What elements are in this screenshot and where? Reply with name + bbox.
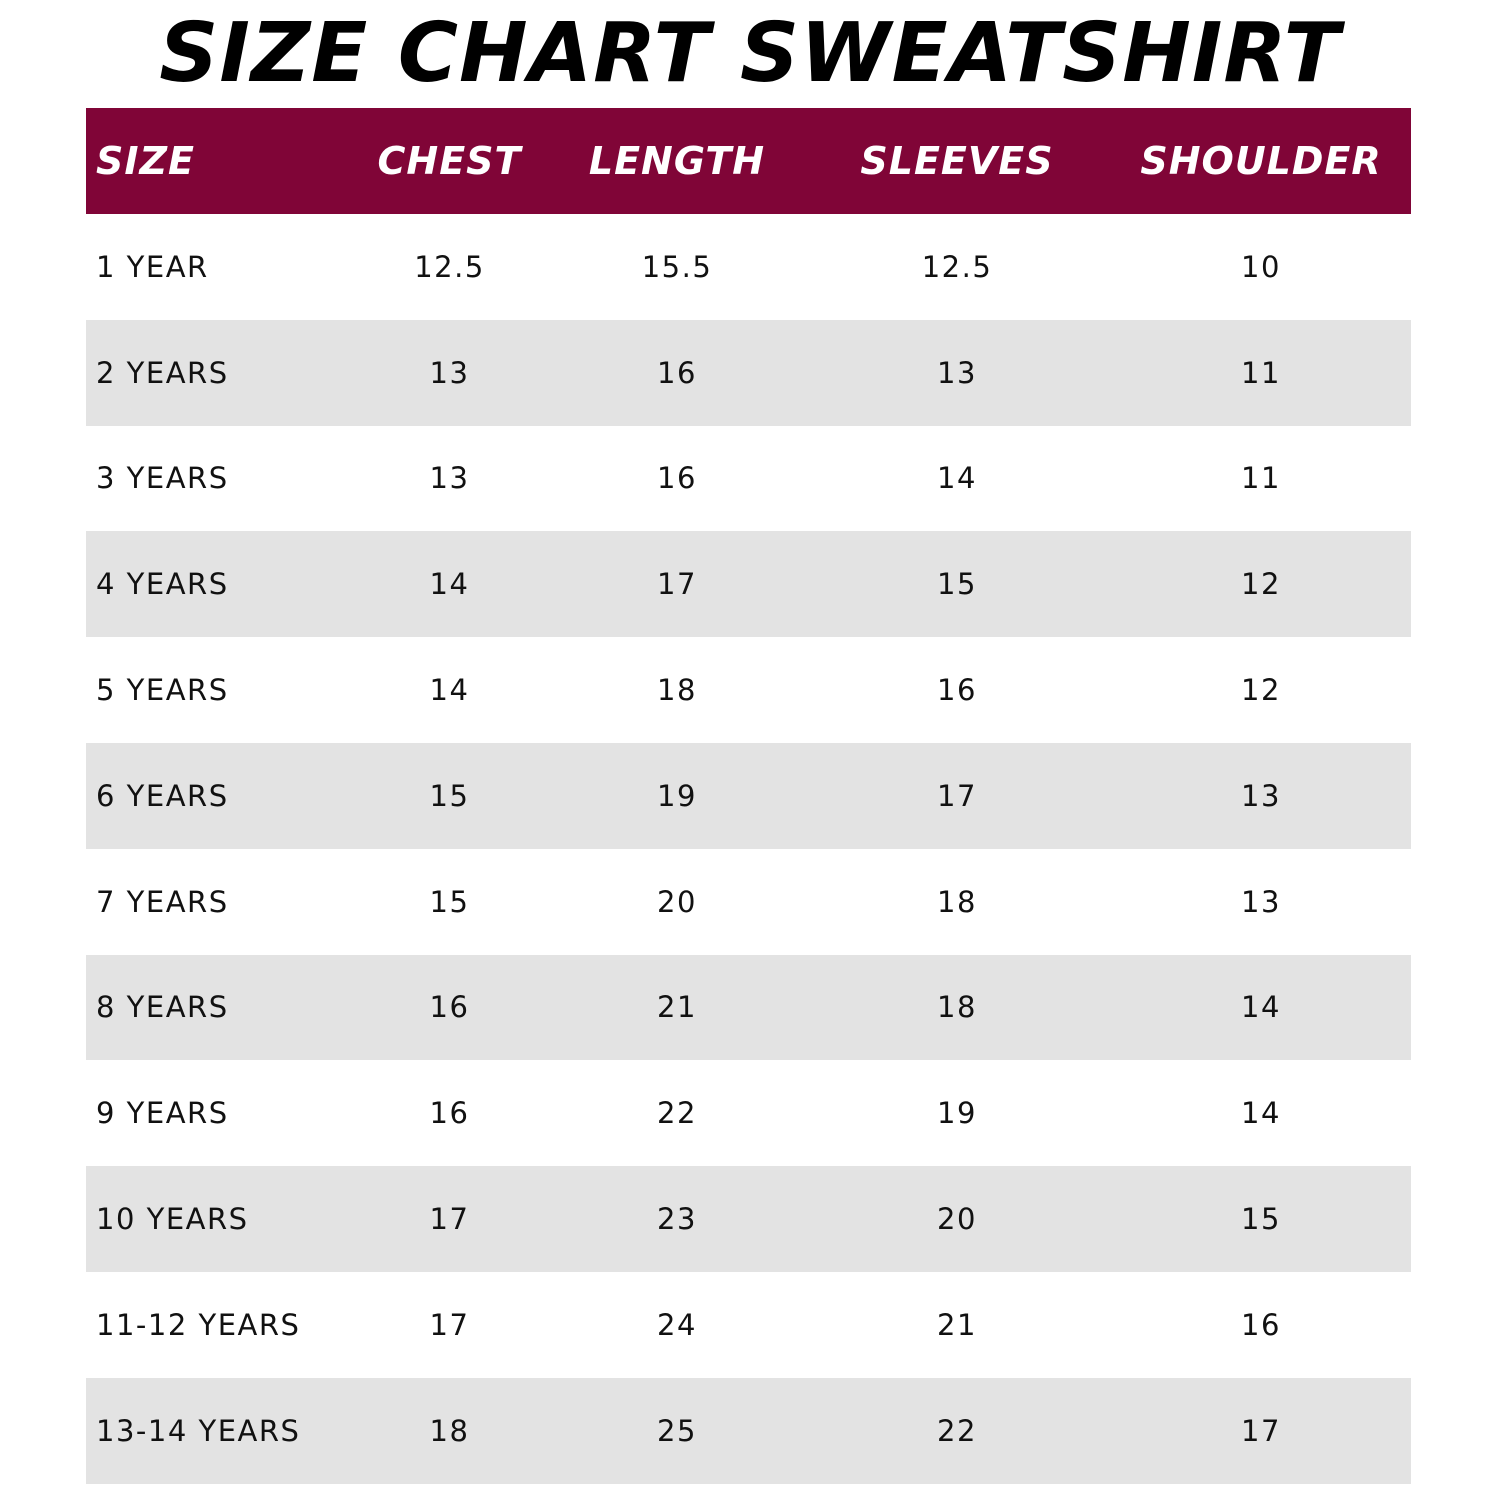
table-row	[86, 955, 1411, 1061]
cell-size: 4 YEARS	[96, 567, 229, 602]
table-row	[86, 1166, 1411, 1272]
header-chest: CHEST	[377, 139, 522, 183]
cell-length: 21	[657, 990, 697, 1025]
cell-length: 19	[657, 778, 697, 813]
cell-shoulder: 17	[1241, 1413, 1281, 1448]
table-header	[86, 108, 1411, 214]
cell-size: 13-14 YEARS	[96, 1413, 301, 1448]
cell-chest: 14	[429, 673, 470, 708]
header-length: LENGTH	[588, 139, 766, 183]
cell-chest: 13	[429, 461, 470, 496]
cell-sleeves: 13	[937, 355, 977, 390]
cell-size: 3 YEARS	[96, 461, 229, 496]
cell-chest: 12.5	[414, 249, 485, 284]
cell-chest: 17	[429, 1307, 470, 1342]
cell-size: 2 YEARS	[96, 355, 229, 390]
size-table	[86, 108, 1411, 1484]
cell-chest: 17	[429, 1202, 470, 1237]
cell-shoulder: 12	[1241, 673, 1281, 708]
cell-shoulder: 15	[1241, 1202, 1281, 1237]
cell-sleeves: 22	[937, 1413, 977, 1448]
cell-sleeves: 20	[937, 1202, 977, 1237]
cell-size: 9 YEARS	[96, 1096, 229, 1131]
table-row	[86, 849, 1411, 955]
cell-sleeves: 16	[937, 673, 977, 708]
cell-chest: 18	[429, 1413, 470, 1448]
table-row	[86, 1378, 1411, 1484]
cell-chest: 13	[429, 355, 470, 390]
cell-sleeves: 18	[937, 990, 977, 1025]
header-shoulder: SHOULDER	[1140, 139, 1382, 183]
cell-size: 5 YEARS	[96, 673, 229, 708]
cell-size: 8 YEARS	[96, 990, 229, 1025]
table-row	[86, 1272, 1411, 1378]
cell-sleeves: 17	[937, 778, 977, 813]
cell-sleeves: 19	[937, 1096, 977, 1131]
cell-length: 24	[657, 1307, 697, 1342]
cell-size: 1 YEAR	[96, 249, 209, 284]
cell-length: 18	[657, 673, 697, 708]
table-row	[86, 214, 1411, 320]
cell-chest: 15	[429, 778, 470, 813]
cell-sleeves: 18	[937, 884, 977, 919]
cell-sleeves: 21	[937, 1307, 977, 1342]
cell-size: 10 YEARS	[96, 1202, 249, 1237]
table-body	[86, 214, 1411, 1484]
cell-sleeves: 12.5	[921, 249, 993, 284]
header-size: SIZE	[96, 139, 196, 183]
cell-shoulder: 14	[1241, 1096, 1281, 1131]
table-row	[86, 531, 1411, 637]
cell-length: 16	[657, 461, 697, 496]
table-row	[86, 426, 1411, 532]
cell-shoulder: 11	[1241, 461, 1281, 496]
cell-chest: 16	[429, 990, 470, 1025]
page-title: SIZE CHART SWEATSHIRT	[159, 6, 1341, 101]
cell-chest: 16	[429, 1096, 470, 1131]
cell-shoulder: 11	[1241, 355, 1281, 390]
cell-length: 20	[657, 884, 697, 919]
cell-shoulder: 13	[1241, 884, 1281, 919]
cell-shoulder: 16	[1241, 1307, 1281, 1342]
cell-length: 15.5	[641, 249, 713, 284]
cell-size: 11-12 YEARS	[96, 1307, 301, 1342]
table-row	[86, 743, 1411, 849]
cell-length: 17	[657, 567, 697, 602]
header-sleeves: SLEEVES	[860, 139, 1054, 183]
cell-length: 16	[657, 355, 697, 390]
cell-length: 25	[657, 1413, 697, 1448]
table-row	[86, 637, 1411, 743]
cell-sleeves: 14	[937, 461, 977, 496]
header-row	[86, 108, 1411, 214]
cell-length: 22	[657, 1096, 697, 1131]
cell-size: 7 YEARS	[96, 884, 229, 919]
cell-shoulder: 10	[1241, 249, 1281, 284]
cell-shoulder: 12	[1241, 567, 1281, 602]
table-row	[86, 1060, 1411, 1166]
table-row	[86, 320, 1411, 426]
cell-sleeves: 15	[937, 567, 977, 602]
cell-chest: 15	[429, 884, 470, 919]
cell-length: 23	[657, 1202, 697, 1237]
cell-chest: 14	[429, 567, 470, 602]
cell-size: 6 YEARS	[96, 778, 229, 813]
cell-shoulder: 14	[1241, 990, 1281, 1025]
cell-shoulder: 13	[1241, 778, 1281, 813]
